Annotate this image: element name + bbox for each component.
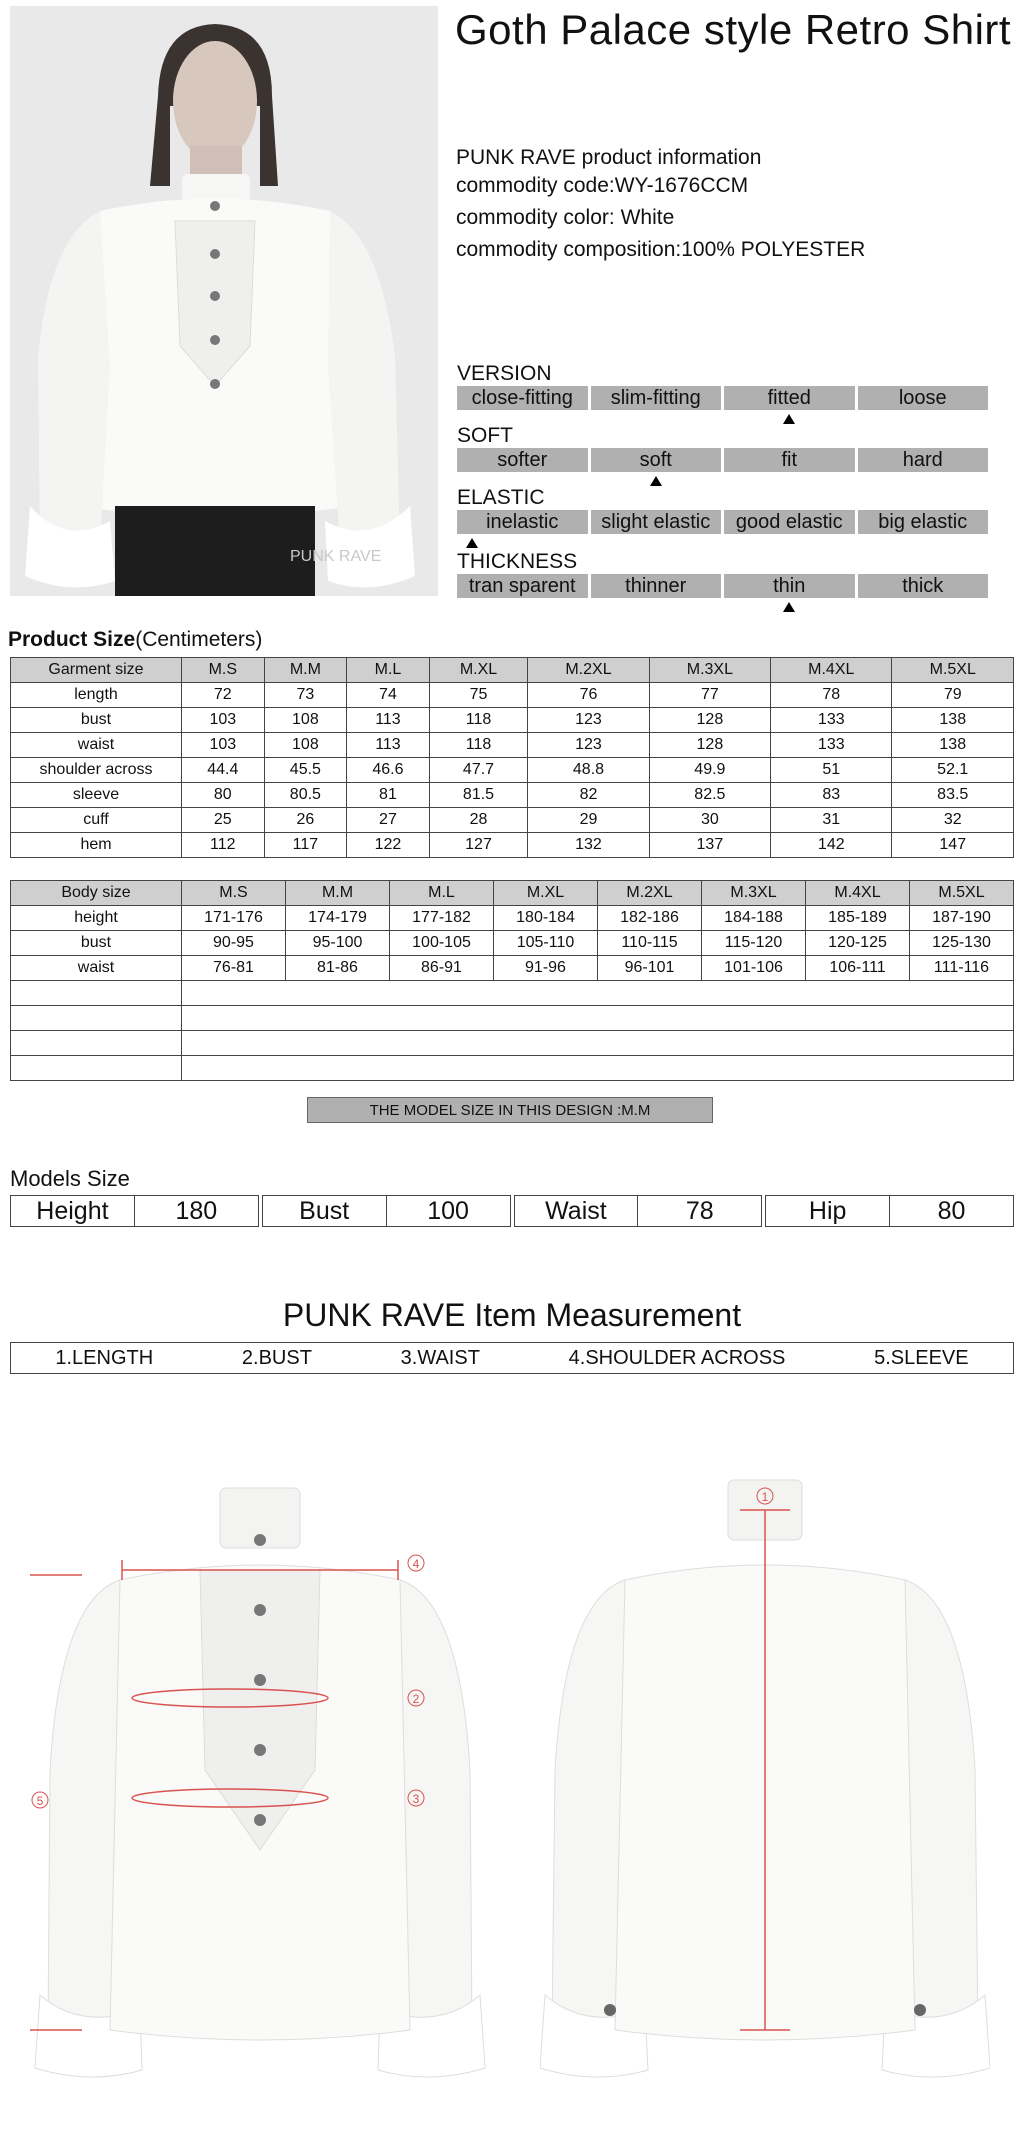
models-size-title: Models Size [10, 1166, 130, 1191]
measurement-item: 5.SLEEVE [874, 1346, 969, 1369]
code-value: WY-1676CCM [614, 174, 749, 197]
info-heading: PUNK RAVE product information [456, 146, 762, 169]
attribute-scale-thickness [457, 574, 988, 598]
table-cell: 80 [182, 783, 265, 808]
table-cell: 187-190 [910, 906, 1014, 931]
table-cell: 133 [771, 708, 892, 733]
table-header-row [11, 881, 1014, 906]
table-row [11, 758, 1014, 783]
table-cell: 72 [182, 683, 265, 708]
scale-option: thick [858, 574, 989, 598]
scale-option: close-fitting [457, 386, 588, 410]
table-cell: 90-95 [182, 931, 286, 956]
measurement-item: 4.SHOULDER ACROSS [568, 1346, 786, 1369]
table-cell [182, 981, 1014, 1006]
scale-option: fit [724, 448, 855, 472]
table-cell: waist [11, 956, 182, 981]
measurement-item: 1.LENGTH [55, 1346, 154, 1369]
table-cell: 26 [264, 808, 347, 833]
table-row-empty [11, 1006, 1014, 1031]
table-cell [182, 1031, 1014, 1056]
table-cell: 128 [649, 733, 770, 758]
table-cell: 47.7 [429, 758, 528, 783]
table-cell: 108 [264, 733, 347, 758]
table-cell: 79 [892, 683, 1014, 708]
table-cell: Garment size [11, 658, 182, 683]
table-cell: M.S [182, 881, 286, 906]
measurement-item: 2.BUST [241, 1346, 312, 1369]
models-size-waist [514, 1195, 763, 1227]
attribute-label-soft: SOFT [457, 424, 513, 447]
table-cell: 83.5 [892, 783, 1014, 808]
table-cell: 118 [429, 733, 528, 758]
models-size-value: 180 [175, 1197, 218, 1225]
table-cell: M.L [347, 658, 430, 683]
table-cell: M.M [264, 658, 347, 683]
table-cell: 110-115 [598, 931, 702, 956]
table-cell: cuff [11, 808, 182, 833]
models-size-table [10, 1195, 1014, 1227]
table-cell: M.3XL [702, 881, 806, 906]
table-cell: M.5XL [892, 658, 1014, 683]
attribute-scale-elastic [457, 510, 988, 534]
scale-option: loose [858, 386, 989, 410]
table-cell: M.XL [429, 658, 528, 683]
table-cell: shoulder across [11, 758, 182, 783]
scale-option: slight elastic [591, 510, 722, 534]
selected-marker-icon [466, 538, 478, 548]
table-cell: 32 [892, 808, 1014, 833]
scale-option: thin [724, 574, 855, 598]
scale-option: good elastic [724, 510, 855, 534]
table-cell: 113 [347, 708, 430, 733]
composition-label: commodity composition: [456, 238, 682, 261]
table-cell: 122 [347, 833, 430, 858]
models-size-label: Bust [263, 1196, 387, 1226]
table-cell: 133 [771, 733, 892, 758]
table-cell: 81-86 [286, 956, 390, 981]
table-cell: 81.5 [429, 783, 528, 808]
table-cell: bust [11, 708, 182, 733]
table-cell: length [11, 683, 182, 708]
table-cell: 46.6 [347, 758, 430, 783]
table-cell: 76-81 [182, 956, 286, 981]
table-row [11, 906, 1014, 931]
measurement-item: 3.WAIST [400, 1346, 480, 1369]
selected-marker-icon [650, 476, 662, 486]
table-cell: 103 [182, 733, 265, 758]
front-marker-4: 4 [412, 1557, 420, 1571]
table-cell: M.4XL [806, 881, 910, 906]
selected-marker-icon [783, 414, 795, 424]
models-size-label: Hip [766, 1196, 890, 1226]
color-value: White [620, 206, 675, 229]
body-size-table [10, 880, 1014, 1081]
table-cell: 49.9 [649, 758, 770, 783]
attribute-scale-soft [457, 448, 988, 472]
table-cell: 174-179 [286, 906, 390, 931]
table-header-row [11, 658, 1014, 683]
table-cell: 123 [528, 708, 649, 733]
table-cell: bust [11, 931, 182, 956]
table-cell: Body size [11, 881, 182, 906]
table-cell: 83 [771, 783, 892, 808]
table-cell: 147 [892, 833, 1014, 858]
scale-option: thinner [591, 574, 722, 598]
scale-option: big elastic [858, 510, 989, 534]
table-cell: 184-188 [702, 906, 806, 931]
attribute-label-version: VERSION [457, 362, 552, 385]
table-cell: 103 [182, 708, 265, 733]
models-size-hip [765, 1195, 1014, 1227]
scale-option: slim-fitting [591, 386, 722, 410]
color-label: commodity color: [456, 206, 615, 229]
table-cell: 115-120 [702, 931, 806, 956]
table-cell: 75 [429, 683, 528, 708]
table-row [11, 808, 1014, 833]
model-photo [10, 6, 438, 596]
table-cell: 132 [528, 833, 649, 858]
front-marker-2: 2 [412, 1692, 420, 1706]
table-cell: 138 [892, 708, 1014, 733]
photo-watermark: PUNK RAVE [290, 548, 382, 565]
table-cell: 111-116 [910, 956, 1014, 981]
table-cell: 52.1 [892, 758, 1014, 783]
garment-size-table [10, 657, 1014, 858]
measurement-title: PUNK RAVE Item Measurement [282, 1297, 742, 1333]
table-cell: 137 [649, 833, 770, 858]
table-cell: 86-91 [390, 956, 494, 981]
models-size-height [10, 1195, 259, 1227]
product-size-label: Product Size [8, 628, 136, 651]
table-cell: 29 [528, 808, 649, 833]
table-cell: 123 [528, 733, 649, 758]
table-cell: 28 [429, 808, 528, 833]
table-cell: 77 [649, 683, 770, 708]
table-cell: 96-101 [598, 956, 702, 981]
table-cell [11, 981, 182, 1006]
table-cell: 182-186 [598, 906, 702, 931]
table-cell: M.S [182, 658, 265, 683]
table-row-empty [11, 1031, 1014, 1056]
scale-option: fitted [724, 386, 855, 410]
table-cell: M.2XL [598, 881, 702, 906]
table-cell: 108 [264, 708, 347, 733]
commodity-code [456, 174, 748, 198]
attribute-label-thickness: THICKNESS [457, 550, 578, 573]
table-cell: 118 [429, 708, 528, 733]
table-cell: 106-111 [806, 956, 910, 981]
table-cell [11, 1056, 182, 1081]
table-cell [11, 1031, 182, 1056]
table-cell: 127 [429, 833, 528, 858]
table-cell: 31 [771, 808, 892, 833]
product-title: Goth Palace style Retro Shirt [455, 6, 1012, 53]
table-cell: 180-184 [494, 906, 598, 931]
table-cell: 125-130 [910, 931, 1014, 956]
table-cell: height [11, 906, 182, 931]
table-row [11, 683, 1014, 708]
table-cell: 101-106 [702, 956, 806, 981]
models-size-value: 80 [937, 1197, 966, 1225]
table-row [11, 708, 1014, 733]
models-size-value: 100 [427, 1197, 469, 1225]
table-row [11, 956, 1014, 981]
table-cell: M.M [286, 881, 390, 906]
table-cell: 177-182 [390, 906, 494, 931]
table-cell: 82.5 [649, 783, 770, 808]
attribute-scale-version [457, 386, 988, 410]
front-marker-3: 3 [412, 1792, 420, 1806]
table-cell: sleeve [11, 783, 182, 808]
table-cell: 73 [264, 683, 347, 708]
scale-option: softer [457, 448, 588, 472]
table-row [11, 733, 1014, 758]
table-cell: 105-110 [494, 931, 598, 956]
models-size-label: Height [11, 1196, 135, 1226]
table-cell [182, 1056, 1014, 1081]
product-size-unit: (Centimeters) [135, 628, 263, 651]
table-cell: 48.8 [528, 758, 649, 783]
models-size-bust [262, 1195, 511, 1227]
table-cell: 117 [264, 833, 347, 858]
table-cell: 25 [182, 808, 265, 833]
table-row-empty [11, 1056, 1014, 1081]
table-cell: 171-176 [182, 906, 286, 931]
table-cell: hem [11, 833, 182, 858]
table-cell: 120-125 [806, 931, 910, 956]
table-cell: M.5XL [910, 881, 1014, 906]
code-label: commodity code: [456, 174, 615, 197]
table-row [11, 833, 1014, 858]
selected-marker-icon [783, 602, 795, 612]
table-cell: 78 [771, 683, 892, 708]
models-size-value: 78 [685, 1197, 714, 1225]
front-marker-5: 5 [36, 1794, 44, 1808]
front-shirt-diagram [30, 1470, 490, 2090]
attribute-label-elastic: ELASTIC [457, 486, 545, 509]
table-cell: M.2XL [528, 658, 649, 683]
table-cell [182, 1006, 1014, 1031]
table-cell: 27 [347, 808, 430, 833]
table-cell: waist [11, 733, 182, 758]
scale-option: inelastic [457, 510, 588, 534]
commodity-composition [456, 238, 865, 262]
table-cell: 76 [528, 683, 649, 708]
table-row [11, 931, 1014, 956]
table-cell: 81 [347, 783, 430, 808]
table-cell: 142 [771, 833, 892, 858]
table-cell: 80.5 [264, 783, 347, 808]
table-cell: 74 [347, 683, 430, 708]
back-shirt-diagram [540, 1470, 990, 2090]
models-size-label: Waist [515, 1196, 639, 1226]
table-cell: M.4XL [771, 658, 892, 683]
product-size-title [8, 628, 262, 652]
table-cell: M.3XL [649, 658, 770, 683]
measurement-legend [10, 1342, 1014, 1374]
table-cell: 82 [528, 783, 649, 808]
table-cell: 95-100 [286, 931, 390, 956]
table-cell: M.L [390, 881, 494, 906]
table-row-empty [11, 981, 1014, 1006]
table-cell: 44.4 [182, 758, 265, 783]
table-cell: 30 [649, 808, 770, 833]
scale-option: tran sparent [457, 574, 588, 598]
scale-option: hard [858, 448, 989, 472]
table-cell: 100-105 [390, 931, 494, 956]
table-cell: 112 [182, 833, 265, 858]
commodity-color [456, 206, 674, 230]
table-cell: 91-96 [494, 956, 598, 981]
table-cell: 51 [771, 758, 892, 783]
model-size-note: THE MODEL SIZE IN THIS DESIGN :M.M [307, 1097, 713, 1123]
table-row [11, 783, 1014, 808]
table-cell: 185-189 [806, 906, 910, 931]
back-marker-1: 1 [761, 1490, 769, 1504]
table-cell: 138 [892, 733, 1014, 758]
table-cell: 128 [649, 708, 770, 733]
scale-option: soft [591, 448, 722, 472]
table-cell [11, 1006, 182, 1031]
table-cell: M.XL [494, 881, 598, 906]
table-cell: 45.5 [264, 758, 347, 783]
table-cell: 113 [347, 733, 430, 758]
composition-value: 100% POLYESTER [681, 238, 866, 261]
